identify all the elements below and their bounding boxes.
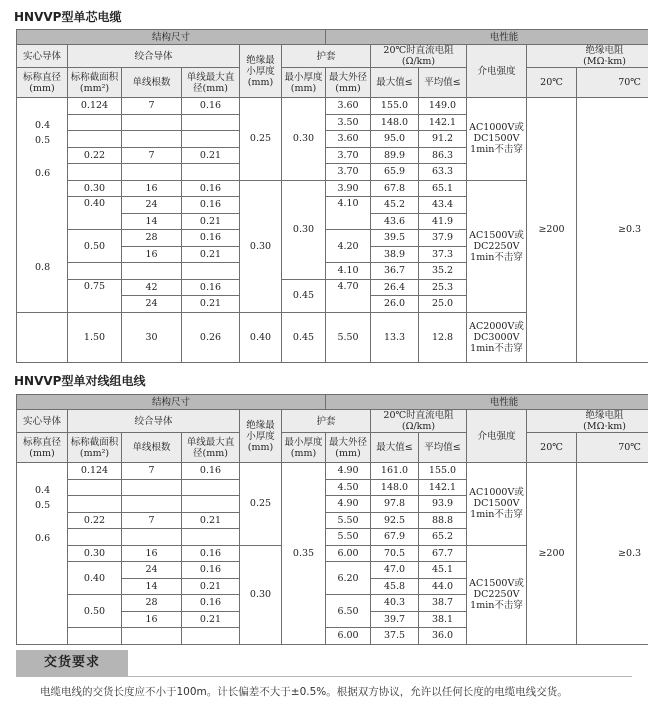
header-wire-count: 单线根数 bbox=[122, 68, 182, 98]
header-sheath: 护套 bbox=[282, 45, 371, 68]
single-pair-cable-table bbox=[16, 394, 648, 645]
band-structure: 结构尺寸 bbox=[17, 30, 326, 45]
resistance-max-cell: 26.4 bbox=[371, 279, 419, 296]
sheath-od-cell: 3.90 bbox=[326, 180, 371, 197]
wire-dia-cell: 0.21 bbox=[182, 147, 240, 164]
header-insulation-thickness: 绝缘最 小厚度 (mm) bbox=[240, 410, 282, 463]
header-stranded-conductor: 绞合导体 bbox=[68, 45, 240, 68]
sheath-min-cell: 0.45 bbox=[282, 312, 326, 362]
header-nominal-diameter: 标称直径 (mm) bbox=[17, 433, 68, 463]
count-cell: 7 bbox=[122, 463, 182, 480]
header-resistance-avg: 平均值≤ bbox=[419, 68, 467, 98]
header-wire-max-diameter: 单线最大直 径(mm) bbox=[182, 433, 240, 463]
resistance-avg-cell: 36.0 bbox=[419, 628, 467, 645]
sheath-od-cell: 3.70 bbox=[326, 147, 371, 164]
header-70c: 70℃ bbox=[577, 433, 648, 463]
count-cell: 24 bbox=[122, 296, 182, 313]
area-cell: 0.22 bbox=[68, 512, 122, 529]
count-cell: 24 bbox=[122, 562, 182, 579]
sheath-od-cell: 5.50 bbox=[326, 529, 371, 546]
solid-dia-value: 0.6 bbox=[35, 533, 51, 544]
area-cell bbox=[68, 164, 122, 181]
resistance-max-cell: 45.2 bbox=[371, 197, 419, 214]
sheath-od-cell: 3.50 bbox=[326, 114, 371, 131]
header-insulation-resistance: 绝缘电阻 (MΩ·km) bbox=[527, 410, 648, 433]
delivery-text: 电缆电线的交货长度应不小于100m。计长偏差不大于±0.5%。根据双方协议，允许以任何长度的电缆电线交货。 bbox=[40, 686, 568, 698]
resistance-avg-cell: 38.1 bbox=[419, 611, 467, 628]
insulation-cell: 0.25 bbox=[240, 463, 282, 546]
header-sheath-max-od: 最大外径 (mm) bbox=[326, 433, 371, 463]
sheath-od-cell: 4.10 bbox=[326, 263, 371, 280]
resistance-max-cell: 65.9 bbox=[371, 164, 419, 181]
area-cell bbox=[68, 263, 122, 280]
area-cell bbox=[68, 529, 122, 546]
header-70c: 70℃ bbox=[577, 68, 648, 98]
resistance-max-cell: 39.7 bbox=[371, 611, 419, 628]
table1-title: HNVVP型单芯电缆 bbox=[14, 10, 122, 24]
count-cell: 7 bbox=[122, 147, 182, 164]
resistance-avg-cell: 25.0 bbox=[419, 296, 467, 313]
header-solid-conductor: 实心导体 bbox=[17, 45, 68, 68]
resistance-max-cell: 47.0 bbox=[371, 562, 419, 579]
header-stranded-conductor: 绞合导体 bbox=[68, 410, 240, 433]
area-cell: 1.50 bbox=[68, 312, 122, 362]
solid-diameter-empty bbox=[17, 312, 68, 362]
resistance-avg-cell: 65.1 bbox=[419, 180, 467, 197]
table2-title: HNVVP型单对线组电线 bbox=[14, 374, 146, 388]
header-sheath-min-thickness: 最小厚度 (mm) bbox=[282, 68, 326, 98]
count-cell bbox=[122, 628, 182, 645]
resistance-avg-cell: 86.3 bbox=[419, 147, 467, 164]
count-cell: 14 bbox=[122, 213, 182, 230]
count-cell: 28 bbox=[122, 595, 182, 612]
resistance-max-cell: 43.6 bbox=[371, 213, 419, 230]
header-sheath-max-od: 最大外径 (mm) bbox=[326, 68, 371, 98]
wire-dia-cell: 0.21 bbox=[182, 213, 240, 230]
count-cell: 16 bbox=[122, 545, 182, 562]
resistance-avg-cell: 37.9 bbox=[419, 230, 467, 247]
header-dielectric-strength: 介电强度 bbox=[467, 410, 527, 463]
dielectric-cell: AC1500V或 DC2250V 1min不击穿 bbox=[467, 180, 527, 312]
count-cell: 14 bbox=[122, 578, 182, 595]
header-sheath-min-thickness: 最小厚度 (mm) bbox=[282, 433, 326, 463]
insres-70-cell: ≥0.3 bbox=[577, 463, 648, 645]
resistance-max-cell: 67.9 bbox=[371, 529, 419, 546]
insres-20-cell: ≥200 bbox=[527, 98, 577, 363]
resistance-max-cell: 38.9 bbox=[371, 246, 419, 263]
count-cell: 16 bbox=[122, 180, 182, 197]
header-sheath: 护套 bbox=[282, 410, 371, 433]
wire-dia-cell: 0.21 bbox=[182, 512, 240, 529]
insulation-cell: 0.25 bbox=[240, 98, 282, 181]
area-cell: 0.124 bbox=[68, 98, 122, 115]
area-cell: 0.50 bbox=[68, 230, 122, 263]
delivery-title-bar bbox=[16, 650, 128, 676]
band-structure: 结构尺寸 bbox=[17, 395, 326, 410]
area-cell: 0.30 bbox=[68, 545, 122, 562]
wire-dia-cell: 0.16 bbox=[182, 230, 240, 247]
count-cell bbox=[122, 164, 182, 181]
resistance-avg-cell: 43.4 bbox=[419, 197, 467, 214]
wire-dia-cell: 0.26 bbox=[182, 312, 240, 362]
dielectric-cell: AC2000V或 DC3000V 1min不击穿 bbox=[467, 312, 527, 362]
header-20c: 20℃ bbox=[527, 68, 577, 98]
area-cell: 0.75 bbox=[68, 279, 122, 312]
resistance-max-cell: 95.0 bbox=[371, 131, 419, 148]
header-20c: 20℃ bbox=[527, 433, 577, 463]
resistance-avg-cell: 63.3 bbox=[419, 164, 467, 181]
insres-70-cell: ≥0.3 bbox=[577, 98, 648, 363]
insulation-cell: 0.30 bbox=[240, 180, 282, 312]
wire-dia-cell: 0.16 bbox=[182, 545, 240, 562]
resistance-avg-cell: 65.2 bbox=[419, 529, 467, 546]
count-cell: 30 bbox=[122, 312, 182, 362]
wire-dia-cell bbox=[182, 529, 240, 546]
header-nominal-diameter: 标称直径 (mm) bbox=[17, 68, 68, 98]
resistance-max-cell: 13.3 bbox=[371, 312, 419, 362]
count-cell: 42 bbox=[122, 279, 182, 296]
wire-dia-cell: 0.16 bbox=[182, 279, 240, 296]
sheath-min-cell: 0.30 bbox=[282, 98, 326, 181]
area-cell: 0.50 bbox=[68, 595, 122, 628]
solid-dia-value: 0.5 bbox=[35, 135, 51, 146]
single-core-cable-table bbox=[16, 29, 648, 363]
sheath-od-cell: 4.20 bbox=[326, 230, 371, 263]
header-dc-resistance: 20℃时直流电阻 (Ω/km) bbox=[371, 45, 467, 68]
area-cell bbox=[68, 131, 122, 148]
resistance-avg-cell: 155.0 bbox=[419, 463, 467, 480]
header-insulation-thickness: 绝缘最 小厚度 (mm) bbox=[240, 45, 282, 98]
area-cell: 0.40 bbox=[68, 562, 122, 595]
header-resistance-max: 最大值≤ bbox=[371, 68, 419, 98]
sheath-od-cell: 4.50 bbox=[326, 479, 371, 496]
dielectric-cell: AC1000V或 DC1500V 1min不击穿 bbox=[467, 98, 527, 181]
resistance-avg-cell: 142.1 bbox=[419, 114, 467, 131]
resistance-avg-cell: 35.2 bbox=[419, 263, 467, 280]
wire-dia-cell bbox=[182, 479, 240, 496]
count-cell bbox=[122, 529, 182, 546]
resistance-avg-cell: 93.9 bbox=[419, 496, 467, 513]
area-cell bbox=[68, 479, 122, 496]
wire-dia-cell: 0.16 bbox=[182, 562, 240, 579]
insulation-cell: 0.40 bbox=[240, 312, 282, 362]
count-cell bbox=[122, 496, 182, 513]
resistance-avg-cell: 149.0 bbox=[419, 98, 467, 115]
resistance-max-cell: 155.0 bbox=[371, 98, 419, 115]
header-nominal-area: 标称截面积 (mm²) bbox=[68, 433, 122, 463]
sheath-od-cell: 4.70 bbox=[326, 279, 371, 312]
resistance-max-cell: 39.5 bbox=[371, 230, 419, 247]
count-cell bbox=[122, 263, 182, 280]
resistance-max-cell: 70.5 bbox=[371, 545, 419, 562]
sheath-min-cell: 0.35 bbox=[282, 463, 326, 645]
wire-dia-cell: 0.21 bbox=[182, 246, 240, 263]
area-cell bbox=[68, 114, 122, 131]
solid-diameter-cell bbox=[17, 98, 68, 313]
resistance-max-cell: 36.7 bbox=[371, 263, 419, 280]
count-cell bbox=[122, 479, 182, 496]
header-insulation-resistance: 绝缘电阻 (MΩ·km) bbox=[527, 45, 648, 68]
wire-dia-cell: 0.16 bbox=[182, 180, 240, 197]
header-wire-max-diameter: 单线最大直 径(mm) bbox=[182, 68, 240, 98]
solid-dia-value: 0.4 bbox=[35, 120, 51, 131]
resistance-max-cell: 37.5 bbox=[371, 628, 419, 645]
area-cell: 0.40 bbox=[68, 197, 122, 230]
sheath-od-cell: 6.50 bbox=[326, 595, 371, 628]
wire-dia-cell bbox=[182, 114, 240, 131]
sheath-od-cell: 5.50 bbox=[326, 512, 371, 529]
resistance-avg-cell: 142.1 bbox=[419, 479, 467, 496]
count-cell: 16 bbox=[122, 246, 182, 263]
area-cell: 0.124 bbox=[68, 463, 122, 480]
resistance-max-cell: 148.0 bbox=[371, 114, 419, 131]
header-wire-count: 单线根数 bbox=[122, 433, 182, 463]
insres-20-cell: ≥200 bbox=[527, 463, 577, 645]
count-cell: 24 bbox=[122, 197, 182, 214]
delivery-title: 交货要求 bbox=[43, 655, 100, 670]
solid-dia-value: 0.5 bbox=[35, 500, 51, 511]
wire-dia-cell bbox=[182, 164, 240, 181]
wire-dia-cell: 0.16 bbox=[182, 197, 240, 214]
sheath-od-cell: 3.70 bbox=[326, 164, 371, 181]
sheath-od-cell: 5.50 bbox=[326, 312, 371, 362]
resistance-max-cell: 161.0 bbox=[371, 463, 419, 480]
count-cell: 28 bbox=[122, 230, 182, 247]
wire-dia-cell: 0.16 bbox=[182, 463, 240, 480]
resistance-max-cell: 67.8 bbox=[371, 180, 419, 197]
header-solid-conductor: 实心导体 bbox=[17, 410, 68, 433]
resistance-avg-cell: 45.1 bbox=[419, 562, 467, 579]
wire-dia-cell bbox=[182, 628, 240, 645]
sheath-od-cell: 4.10 bbox=[326, 197, 371, 230]
header-resistance-max: 最大值≤ bbox=[371, 433, 419, 463]
header-resistance-avg: 平均值≤ bbox=[419, 433, 467, 463]
resistance-avg-cell: 25.3 bbox=[419, 279, 467, 296]
wire-dia-cell: 0.21 bbox=[182, 611, 240, 628]
resistance-max-cell: 26.0 bbox=[371, 296, 419, 313]
resistance-max-cell: 97.8 bbox=[371, 496, 419, 513]
area-cell: 0.30 bbox=[68, 180, 122, 197]
solid-dia-value: 0.8 bbox=[35, 262, 51, 273]
sheath-od-cell: 3.60 bbox=[326, 131, 371, 148]
insulation-cell: 0.30 bbox=[240, 545, 282, 644]
sheath-od-cell: 4.90 bbox=[326, 496, 371, 513]
dielectric-cell: AC1000V或 DC1500V 1min不击穿 bbox=[467, 463, 527, 546]
header-nominal-area: 标称截面积 (mm²) bbox=[68, 68, 122, 98]
count-cell bbox=[122, 114, 182, 131]
resistance-max-cell: 40.3 bbox=[371, 595, 419, 612]
area-cell bbox=[68, 496, 122, 513]
solid-diameter-cell bbox=[17, 463, 68, 645]
area-cell: 0.22 bbox=[68, 147, 122, 164]
dielectric-cell: AC1500V或 DC2250V 1min不击穿 bbox=[467, 545, 527, 644]
sheath-od-cell: 6.00 bbox=[326, 545, 371, 562]
resistance-avg-cell: 88.8 bbox=[419, 512, 467, 529]
resistance-avg-cell: 41.9 bbox=[419, 213, 467, 230]
sheath-od-cell: 4.90 bbox=[326, 463, 371, 480]
resistance-max-cell: 89.9 bbox=[371, 147, 419, 164]
wire-dia-cell bbox=[182, 263, 240, 280]
wire-dia-cell: 0.21 bbox=[182, 296, 240, 313]
header-dielectric-strength: 介电强度 bbox=[467, 45, 527, 98]
resistance-avg-cell: 91.2 bbox=[419, 131, 467, 148]
resistance-max-cell: 45.8 bbox=[371, 578, 419, 595]
resistance-max-cell: 148.0 bbox=[371, 479, 419, 496]
solid-dia-value: 0.4 bbox=[35, 485, 51, 496]
wire-dia-cell bbox=[182, 131, 240, 148]
resistance-avg-cell: 44.0 bbox=[419, 578, 467, 595]
band-electrical: 电性能 bbox=[326, 395, 648, 410]
count-cell: 7 bbox=[122, 512, 182, 529]
resistance-avg-cell: 12.8 bbox=[419, 312, 467, 362]
band-electrical: 电性能 bbox=[326, 30, 648, 45]
resistance-avg-cell: 37.3 bbox=[419, 246, 467, 263]
sheath-min-cell: 0.30 bbox=[282, 180, 326, 279]
wire-dia-cell bbox=[182, 496, 240, 513]
count-cell bbox=[122, 131, 182, 148]
solid-dia-value: 0.6 bbox=[35, 168, 51, 179]
wire-dia-cell: 0.16 bbox=[182, 595, 240, 612]
delivery-divider bbox=[16, 676, 632, 677]
header-dc-resistance: 20℃时直流电阻 (Ω/km) bbox=[371, 410, 467, 433]
count-cell: 16 bbox=[122, 611, 182, 628]
resistance-max-cell: 92.5 bbox=[371, 512, 419, 529]
sheath-min-cell: 0.45 bbox=[282, 279, 326, 312]
sheath-od-cell: 3.60 bbox=[326, 98, 371, 115]
sheath-od-cell: 6.20 bbox=[326, 562, 371, 595]
area-cell bbox=[68, 628, 122, 645]
sheath-od-cell: 6.00 bbox=[326, 628, 371, 645]
count-cell: 7 bbox=[122, 98, 182, 115]
resistance-avg-cell: 38.7 bbox=[419, 595, 467, 612]
wire-dia-cell: 0.16 bbox=[182, 98, 240, 115]
wire-dia-cell: 0.21 bbox=[182, 578, 240, 595]
resistance-avg-cell: 67.7 bbox=[419, 545, 467, 562]
